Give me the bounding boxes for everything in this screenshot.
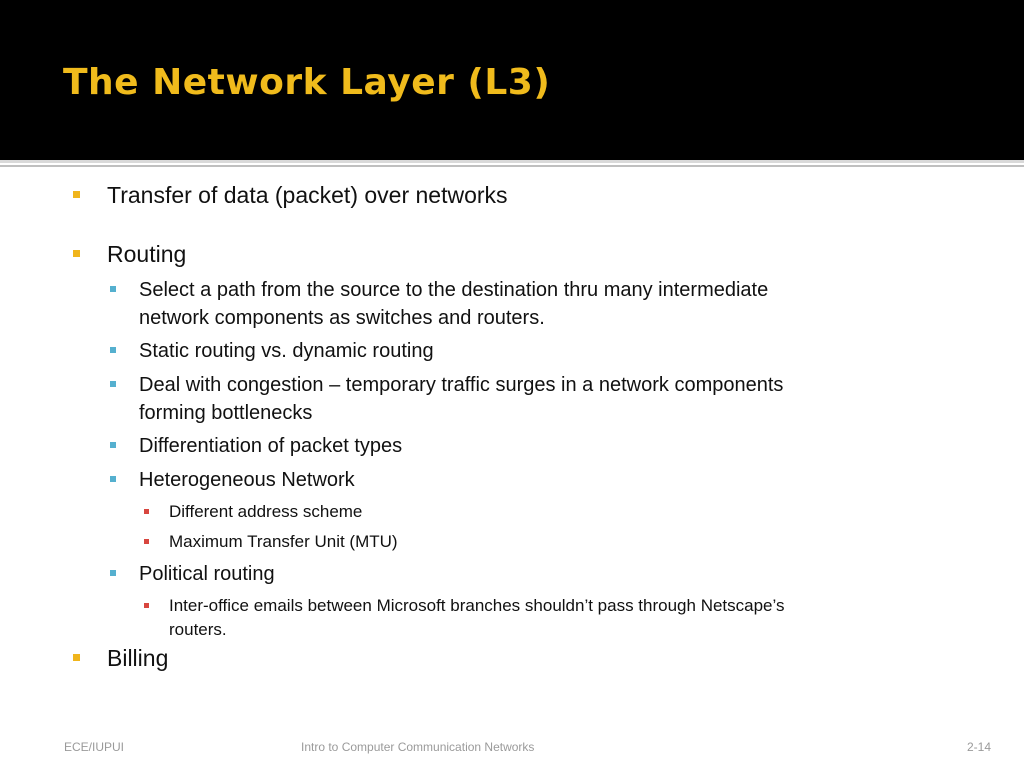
footer-page-number: 2-14	[966, 740, 991, 754]
bullet-text: Differentiation of packet types	[139, 435, 403, 457]
square-bullet-icon	[110, 347, 116, 353]
bullet-item	[107, 181, 508, 209]
square-bullet-icon	[73, 250, 80, 257]
bullet-text: Select a path from the source to the destination thru many intermediate	[139, 279, 769, 301]
bullet-text: Static routing vs. dynamic routing	[139, 340, 434, 362]
bullet-text: Heterogeneous Network	[139, 469, 355, 491]
square-bullet-icon	[110, 286, 116, 292]
sub-bullet-item	[139, 560, 275, 588]
bullet-text: network components as switches and routers.	[139, 307, 545, 329]
bullet-text: Routing	[107, 241, 187, 267]
square-bullet-icon	[144, 509, 149, 514]
bullet-text: Political routing	[139, 563, 275, 585]
bullet-item	[107, 644, 168, 672]
bullet-item	[107, 240, 186, 268]
sub-bullet-item	[139, 432, 402, 460]
square-bullet-icon	[144, 603, 149, 608]
sub-bullet-item	[139, 276, 768, 304]
bullet-continuation	[139, 399, 312, 427]
bullet-text: Billing	[107, 645, 169, 671]
square-bullet-icon	[110, 442, 116, 448]
square-bullet-icon	[110, 476, 116, 482]
footer-center: Intro to Computer Communication Networks	[301, 740, 535, 754]
square-bullet-icon	[144, 539, 149, 544]
bullet-text: Different address scheme	[169, 502, 363, 521]
square-bullet-icon	[110, 381, 116, 387]
sub-bullet-item	[139, 371, 783, 399]
bullet-text: Transfer of data (packet) over networks	[107, 182, 508, 208]
square-bullet-icon	[73, 654, 80, 661]
sub-bullet-item	[139, 337, 434, 365]
bullet-text: routers.	[169, 620, 227, 639]
bullet-text: Deal with congestion – temporary traffic surges in a network components	[139, 374, 784, 396]
sub-sub-bullet-item	[169, 594, 784, 618]
sub-sub-bullet-item	[169, 500, 362, 524]
bullet-text: forming bottlenecks	[139, 402, 313, 424]
slide-title: The Network Layer (L3)	[63, 62, 551, 103]
square-bullet-icon	[110, 570, 116, 576]
bullet-text: Maximum Transfer Unit (MTU)	[169, 532, 398, 551]
bullet-continuation	[139, 304, 545, 332]
square-bullet-icon	[73, 191, 80, 198]
footer-left: ECE/IUPUI	[64, 740, 125, 754]
sub-sub-bullet-item	[169, 530, 398, 554]
bullet-continuation	[169, 618, 227, 642]
bullet-text: Inter-office emails between Microsoft branches shouldn’t pass through Netscape’s	[169, 596, 785, 615]
sub-bullet-item	[139, 466, 355, 494]
